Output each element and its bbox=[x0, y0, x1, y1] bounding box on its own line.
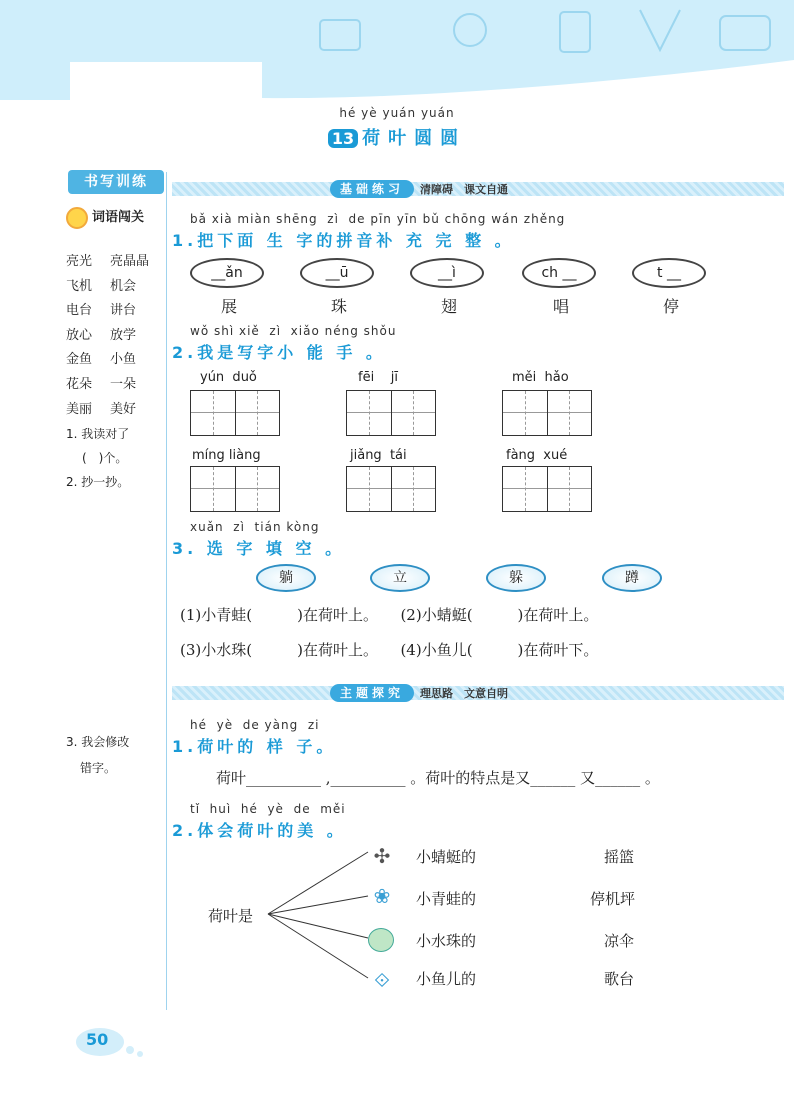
sidebar-subtitle: 词语闯关 bbox=[66, 206, 144, 229]
character: 翅 bbox=[440, 297, 457, 316]
word-row: 亮光 亮晶晶 bbox=[66, 254, 150, 269]
sidebar-note: 1. 我读对了 bbox=[66, 427, 130, 442]
word-row: 美丽 美好 bbox=[66, 401, 137, 417]
match-item: 小蜻蜓的 bbox=[416, 848, 477, 866]
word-row: 飞机 机会 bbox=[66, 278, 137, 294]
word-pinyin: měi hǎo bbox=[512, 370, 569, 385]
section-label: 基础练习 bbox=[330, 180, 414, 198]
word-row: 电台 讲台 bbox=[66, 303, 137, 319]
section-header bbox=[330, 682, 508, 701]
fill-sentence: (1)小青蛙( )在荷叶上。 (2)小蜻蜓( )在荷叶上。 bbox=[180, 606, 599, 624]
water-drop-icon bbox=[368, 928, 394, 952]
word-row: 放心 放学 bbox=[66, 327, 137, 343]
character: 唱 bbox=[552, 297, 569, 316]
lesson-title-text: 荷叶圆圆 bbox=[362, 128, 467, 149]
pinyin-blank[interactable]: ch __ bbox=[522, 258, 596, 288]
section-label: 主题探究 bbox=[330, 684, 414, 702]
match-left: 荷叶是 bbox=[208, 907, 254, 925]
lesson-number: 13 bbox=[328, 129, 358, 148]
sidebar-word-list bbox=[66, 250, 154, 494]
fish-icon: ⟐ bbox=[374, 968, 390, 992]
word-row: 花朵 一朵 bbox=[66, 376, 137, 392]
dragonfly-icon: ✣ bbox=[373, 844, 391, 868]
question-pinyin: xuǎn zì tián kòng bbox=[190, 520, 320, 534]
section-tag: 理思路 文意自明 bbox=[420, 687, 509, 700]
sidebar-note: 错字。 bbox=[80, 761, 117, 775]
word-pinyin: yún duǒ bbox=[200, 370, 257, 385]
match-lines bbox=[264, 840, 374, 990]
question-pinyin: bǎ xià miàn shēng zì de pīn yīn bǔ chōng wán zhěng bbox=[190, 212, 566, 226]
character: 停 bbox=[662, 297, 679, 316]
question-title: 2.体会荷叶的美 。 bbox=[172, 821, 347, 840]
sidebar-note: 2. 抄一抄。 bbox=[66, 475, 130, 490]
header-banner bbox=[0, 0, 794, 100]
lesson-title bbox=[0, 124, 794, 150]
sidebar-divider bbox=[166, 172, 167, 1010]
sidebar-note: ( )个。 bbox=[82, 451, 128, 466]
character: 展 bbox=[220, 297, 237, 316]
pinyin-blank[interactable]: t __ bbox=[632, 258, 706, 288]
match-item: 小水珠的 bbox=[416, 932, 477, 950]
writing-grid[interactable] bbox=[346, 466, 436, 512]
writing-grid[interactable] bbox=[346, 390, 436, 436]
match-item: 小青蛙的 bbox=[416, 890, 477, 908]
match-item: 小鱼儿的 bbox=[416, 970, 477, 988]
fill-sentence: 荷叶__________ ,__________ 。荷叶的特点是又______ 又______ 。 bbox=[216, 769, 660, 787]
frog-icon: ❀ bbox=[373, 884, 391, 908]
question-pinyin: tǐ huì hé yè de měi bbox=[190, 802, 346, 816]
sidebar-note: 3. 我会修改 bbox=[66, 735, 130, 749]
sidebar-tab: 书写训练 bbox=[68, 170, 164, 194]
option-char[interactable]: 蹲 bbox=[602, 564, 662, 592]
question-pinyin: hé yè de yàng zi bbox=[190, 718, 320, 732]
section-tag: 清障碍 课文自通 bbox=[420, 183, 509, 196]
word-pinyin: fàng xué bbox=[506, 448, 568, 463]
fill-sentence: (3)小水珠( )在荷叶上。 (4)小鱼儿( )在荷叶下。 bbox=[180, 641, 599, 659]
character: 珠 bbox=[330, 297, 347, 316]
match-right: 摇篮 bbox=[604, 848, 635, 866]
word-pinyin: míng liàng bbox=[192, 448, 261, 463]
page-number: 50 bbox=[86, 1030, 109, 1049]
writing-grid[interactable] bbox=[502, 466, 592, 512]
question-pinyin: wǒ shì xiě zì xiǎo néng shǒu bbox=[190, 324, 397, 338]
writing-grid[interactable] bbox=[190, 390, 280, 436]
lesson-pinyin: hé yè yuán yuán bbox=[339, 106, 455, 120]
match-right: 歌台 bbox=[604, 970, 635, 988]
question-title: 2.我是写字小 能 手 。 bbox=[172, 343, 386, 362]
writing-grid[interactable] bbox=[190, 466, 280, 512]
option-char[interactable]: 立 bbox=[370, 564, 430, 592]
option-char[interactable]: 躺 bbox=[256, 564, 316, 592]
pinyin-blank[interactable]: __ū bbox=[300, 258, 374, 288]
pinyin-blank[interactable]: __ǎn bbox=[190, 258, 264, 288]
writing-grid[interactable] bbox=[502, 390, 592, 436]
word-pinyin: fēi jī bbox=[358, 370, 398, 385]
match-right: 停机坪 bbox=[590, 890, 636, 908]
word-pinyin: jiǎng tái bbox=[350, 448, 407, 463]
pinyin-blank[interactable]: __ì bbox=[410, 258, 484, 288]
question-title: 1.荷叶的 样 子。 bbox=[172, 737, 337, 756]
match-right: 凉伞 bbox=[604, 932, 635, 950]
option-char[interactable]: 躲 bbox=[486, 564, 546, 592]
section-header bbox=[330, 178, 508, 197]
question-title: 3. 选 字 填 空 。 bbox=[172, 539, 346, 558]
sun-icon bbox=[66, 207, 88, 229]
question-title: 1.把下面 生 字的拼音补 充 完 整 。 bbox=[172, 231, 515, 250]
word-row: 金鱼 小鱼 bbox=[66, 352, 137, 368]
